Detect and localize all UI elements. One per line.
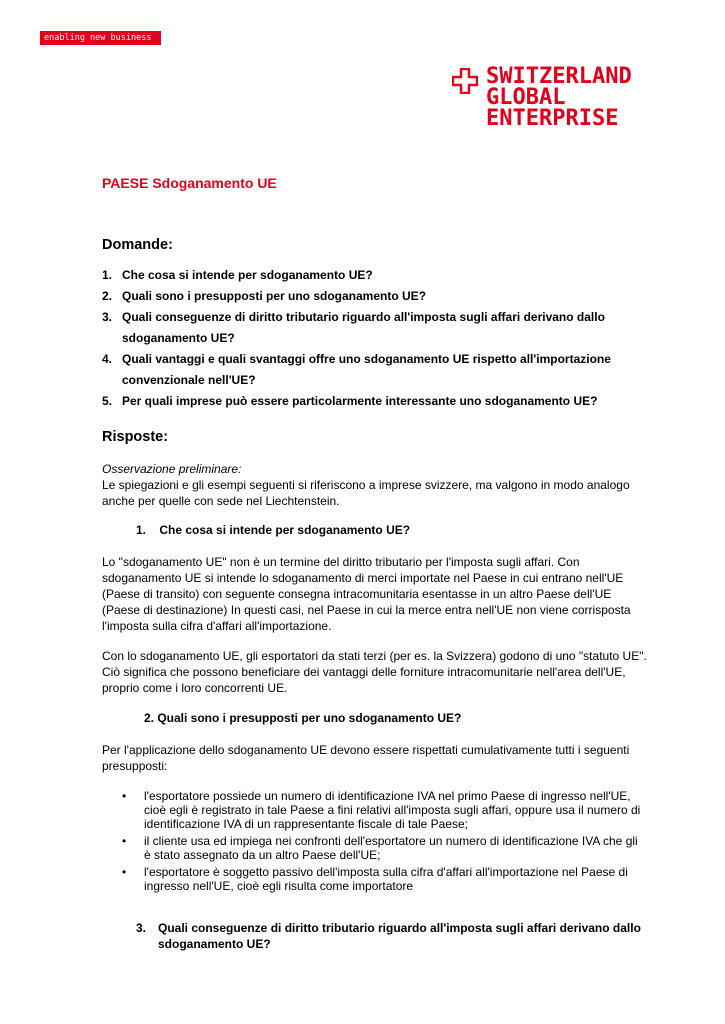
preliminary-note-text: Le spiegazioni e gli esempi seguenti si riferiscono a imprese svizzere, ma valgono in modo analogo anche per quelle con sede nel Liechtenstein. <box>102 478 630 508</box>
document-title: PAESE Sdoganamento UE <box>102 175 277 191</box>
logo-line-2: GLOBAL <box>486 85 566 110</box>
answer-1-paragraph-2: Con lo sdoganamento UE, gli esportatori da stati terzi (per es. la Svizzera) godono di uno "statuto UE". Ciò significa che possono beneficiare dei vantaggi delle forniture intracomunitarie nell'area dell'UE, proprio come i loro concorrenti UE. <box>102 649 647 695</box>
list-item-text: il cliente usa ed impiega nei confronti dell'esportatore un numero di identificazione IVA che gli è stato assegnato da un altro Paese dell'UE; <box>144 834 638 862</box>
question-item <box>102 349 642 391</box>
bullet-icon: • <box>122 789 127 803</box>
preliminary-note <box>102 461 647 509</box>
answer-1-heading <box>136 522 410 538</box>
answer-2-heading: 2. Quali sono i presupposti per uno sdoganamento UE? <box>144 711 462 725</box>
question-text: Che cosa si intende per sdoganamento UE? <box>122 268 373 282</box>
question-text: Per quali imprese può essere particolarmente interessante uno sdoganamento UE? <box>122 394 598 408</box>
question-text: Quali vantaggi e quali svantaggi offre uno sdoganamento UE rispetto all'importazione convenzionale nell'UE? <box>122 352 611 387</box>
question-number: 5. <box>102 394 113 408</box>
requirements-list <box>122 789 644 896</box>
preliminary-note-label: Osservazione preliminare: <box>102 462 242 476</box>
logo-line-1: SWITZERLAND <box>486 64 632 89</box>
question-item <box>102 391 642 412</box>
answers-heading: Risposte: <box>102 429 169 445</box>
question-text: Quali sono i presupposti per uno sdoganamento UE? <box>122 289 427 303</box>
answer-3-heading <box>136 920 646 952</box>
question-item <box>102 286 642 307</box>
question-number: 2. <box>102 289 113 303</box>
bullet-icon: • <box>122 865 127 879</box>
answer-3-number: 3. <box>136 921 147 935</box>
logo-line-3: ENTERPRISE <box>486 106 619 131</box>
list-item-text: l'esportatore possiede un numero di identificazione IVA nel primo Paese di ingresso nell'UE, cioè egli è registrato in tale Paese a fini relativi all'imposta sugli affari, oppure usa il numero di identificazione IVA di un rappresentante fiscale di tale Paese; <box>144 789 641 831</box>
tagline-banner: enabling new business <box>40 31 161 45</box>
bullet-icon: • <box>122 834 127 848</box>
company-logo <box>452 66 662 130</box>
question-number: 4. <box>102 352 113 366</box>
question-item <box>102 307 642 349</box>
answer-1-number: 1. <box>136 523 147 537</box>
question-number: 1. <box>102 268 113 282</box>
list-item <box>122 834 644 862</box>
list-item-text: l'esportatore è soggetto passivo dell'imposta sulla cifra d'affari all'importazione nel Paese di ingresso nell'UE, cioè egli risulta come importatore <box>144 865 628 893</box>
question-text: Quali conseguenze di diritto tributario riguardo all'imposta sugli affari derivano dallo sdoganamento UE? <box>122 310 605 345</box>
question-number: 3. <box>102 310 113 324</box>
swiss-cross-outline-icon <box>452 68 478 94</box>
list-item <box>122 789 644 831</box>
logo-wordmark <box>486 66 632 129</box>
questions-heading: Domande: <box>102 237 173 253</box>
question-item <box>102 265 642 286</box>
questions-list <box>102 265 642 412</box>
answer-3-title: Quali conseguenze di diritto tributario riguardo all'imposta sugli affari derivano dallo sdoganamento UE? <box>158 921 641 951</box>
list-item <box>122 865 644 893</box>
answer-2-intro: Per l'applicazione dello sdoganamento UE devono essere rispettati cumulativamente tutti i seguenti presupposti: <box>102 743 630 773</box>
answer-1-title: Che cosa si intende per sdoganamento UE? <box>159 523 411 537</box>
answer-1-paragraph-1: Lo "sdoganamento UE" non è un termine del diritto tributario per l'imposta sugli affari. Con sdoganamento UE si intende lo sdoganamento di merci importate nel Paese in cui entrano nell'UE (Paese di transito) con seguente consegna intracomunitaria esentasse in un altro Paese dell'UE (Paese di destinazione) In questi casi, nel Paese in cui la merce entra nell'UE non viene corrisposta l'imposta sulla cifra d'affari all'importazione. <box>102 555 631 633</box>
